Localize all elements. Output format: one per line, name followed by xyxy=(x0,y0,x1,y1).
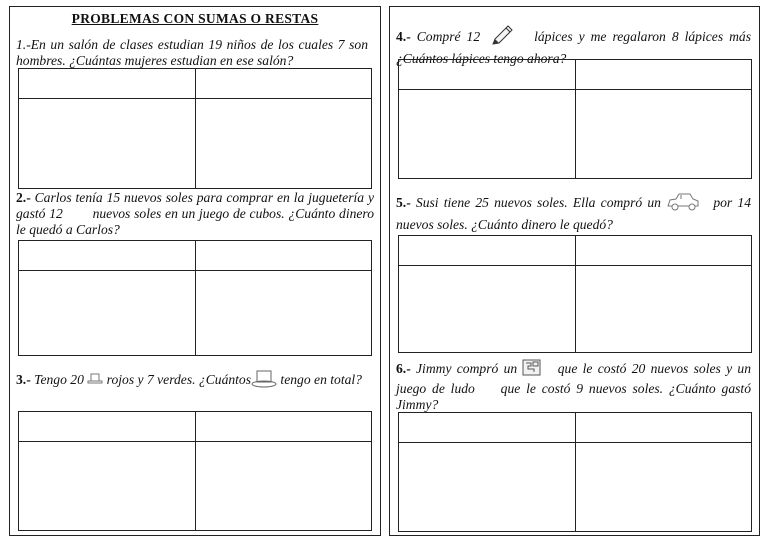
problem-5-text-a: Susi tiene 25 nuevos soles. Ella compró un xyxy=(410,195,667,211)
answer-grid-6 xyxy=(398,412,752,532)
problem-3-text-c: tengo en total? xyxy=(277,372,362,388)
right-panel xyxy=(389,6,760,536)
pencil-icon xyxy=(490,25,514,51)
problem-2-text-a: Carlos tenía 15 nuevos soles para comprar en la juguetería y gastó 12 xyxy=(16,190,374,221)
problem-6-number: 6.- xyxy=(396,361,411,377)
problem-6-text-b: que le costó 20 nuevos soles y un juego de ludo xyxy=(396,361,751,396)
answer-grid-5 xyxy=(398,235,752,353)
left-panel xyxy=(9,6,381,536)
worksheet-title: PROBLEMAS CON SUMAS O RESTAS xyxy=(71,11,319,26)
problem-1-text: En un salón de clases estudian 19 niños de los cuales 7 son hombres. ¿Cuántas mujeres estudian en ese salón? xyxy=(16,37,368,68)
problem-5 xyxy=(396,191,751,233)
problem-5-text-b: por 14 nuevos soles. ¿Cuánto dinero le quedó? xyxy=(396,195,751,232)
answer-grid-3 xyxy=(18,411,372,531)
problem-6-text-c: que le costó 9 nuevos soles. ¿Cuánto gastó Jimmy? xyxy=(396,381,751,412)
problem-3-text-b: rojos y 7 verdes. ¿Cuántos xyxy=(103,372,252,388)
toy-car-icon xyxy=(666,191,700,217)
problem-3-number: 3.- xyxy=(16,372,31,388)
problem-2-number: 2.- xyxy=(16,190,31,205)
problem-6-text-a: Jimmy compró un xyxy=(410,361,523,377)
answer-grid-4 xyxy=(398,59,752,179)
problem-1-number: 1.- xyxy=(16,37,31,52)
problem-5-number: 5.- xyxy=(396,195,411,211)
problem-6 xyxy=(396,359,751,413)
problem-2-text-b: nuevos soles en un juego de cubos. ¿Cuánto dinero le quedó a Carlos? xyxy=(16,206,375,237)
hat-icon xyxy=(251,370,277,392)
problem-4-number: 4.- xyxy=(396,29,411,45)
answer-grid-1 xyxy=(18,68,372,189)
problem-4-text-b: lápices y me regalaron 8 lápices más ¿Cuántos lápices tengo ahora? xyxy=(396,29,752,66)
problem-3 xyxy=(16,370,368,392)
puzzle-icon xyxy=(522,359,542,381)
problem-4-text-a: Compré 12 xyxy=(410,29,487,45)
hat-icon xyxy=(87,373,103,389)
problem-2 xyxy=(16,190,374,238)
answer-grid-2 xyxy=(18,240,372,356)
problem-3-text-a: Tengo 20 xyxy=(30,372,88,388)
problem-1 xyxy=(16,37,368,69)
